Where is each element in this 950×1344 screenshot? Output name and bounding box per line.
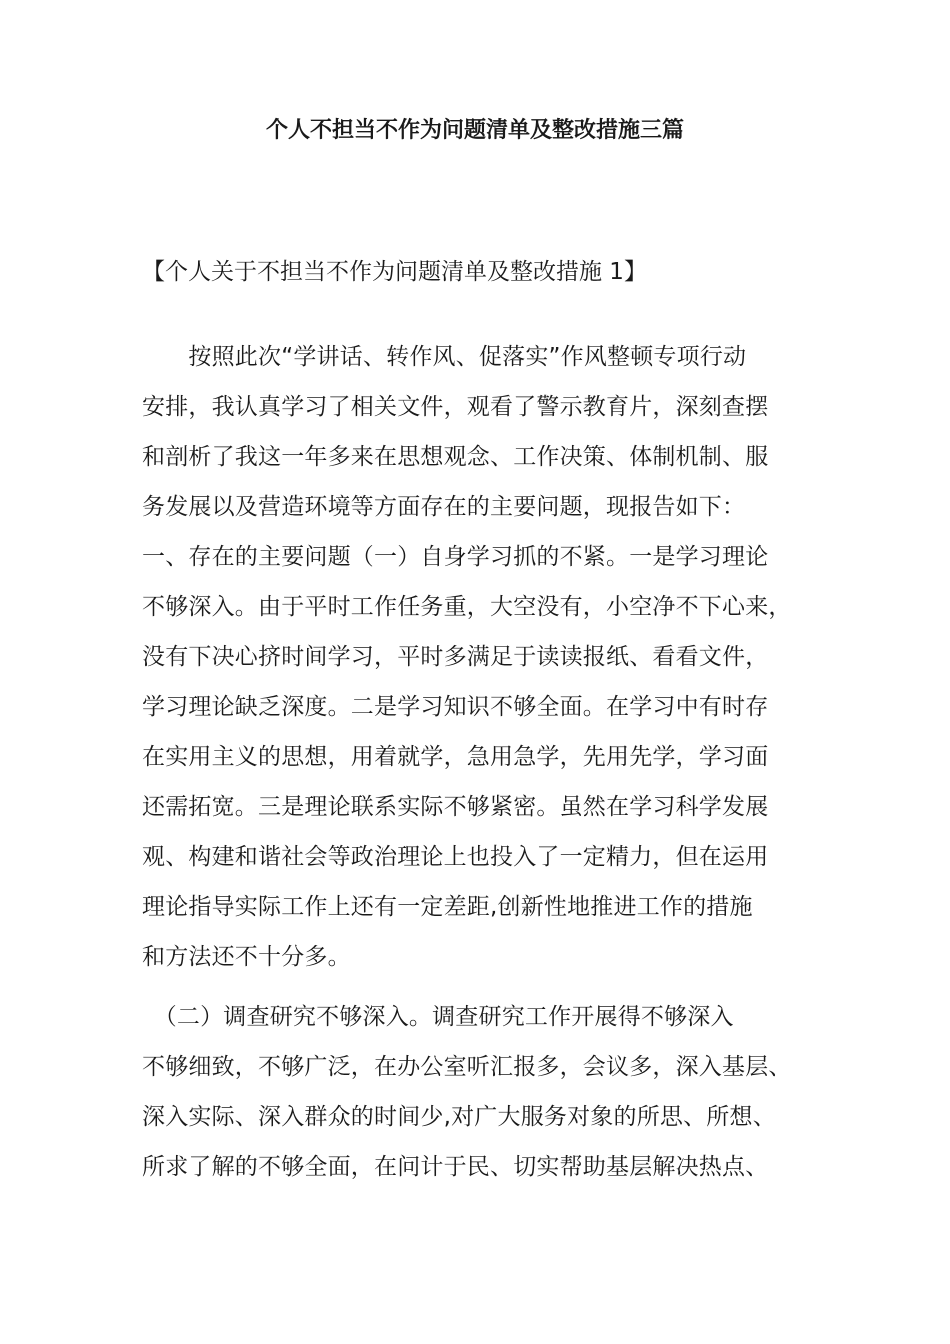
section-heading: 【个人关于不担当不作为问题清单及整改措施 1】 xyxy=(142,259,647,285)
body-line: 在实用主义的思想，用着就学，急用急学，先用先学，学习面 xyxy=(142,744,769,770)
body-line: 学习理论缺乏深度。二是学习知识不够全面。在学习中有时存 xyxy=(142,694,769,720)
body-line: 按照此次“学讲话、转作风、促落实”作风整顿专项行动 xyxy=(142,344,747,370)
document-title: 个人不担当不作为问题清单及整改措施三篇 xyxy=(265,118,684,143)
body-line: 不够细致，不够广泛，在办公室听汇报多，会议多，深入基层、 xyxy=(142,1054,792,1080)
body-line: 安排，我认真学习了相关文件，观看了警示教育片，深刻查摆 xyxy=(142,394,769,420)
body-line: 深入实际、深入群众的时间少,对广大服务对象的所思、所想、 xyxy=(142,1104,776,1130)
body-line: （二）调查研究不够深入。调查研究工作开展得不够深入 xyxy=(142,1004,734,1030)
body-line: 一、存在的主要问题（一）自身学习抓的不紧。一是学习理论 xyxy=(142,544,769,570)
body-line: 理论指导实际工作上还有一定差距,创新性地推进工作的措施 xyxy=(142,894,753,920)
body-line: 所求了解的不够全面，在问计于民、切实帮助基层解决热点、 xyxy=(142,1154,769,1180)
body-line: 务发展以及营造环境等方面存在的主要问题，现报告如下： xyxy=(142,494,746,520)
body-line: 还需拓宽。三是理论联系实际不够紧密。虽然在学习科学发展 xyxy=(142,794,769,820)
body-line: 观、构建和谐社会等政治理论上也投入了一定精力，但在运用 xyxy=(142,844,769,870)
body-line: 不够深入。由于平时工作任务重，大空没有，小空净不下心来， xyxy=(142,594,792,620)
body-line: 没有下决心挤时间学习，平时多满足于读读报纸、看看文件， xyxy=(142,644,769,670)
body-line: 和方法还不十分多。 xyxy=(142,944,351,970)
body-line: 和剖析了我这一年多来在思想观念、工作决策、体制机制、服 xyxy=(142,444,769,470)
